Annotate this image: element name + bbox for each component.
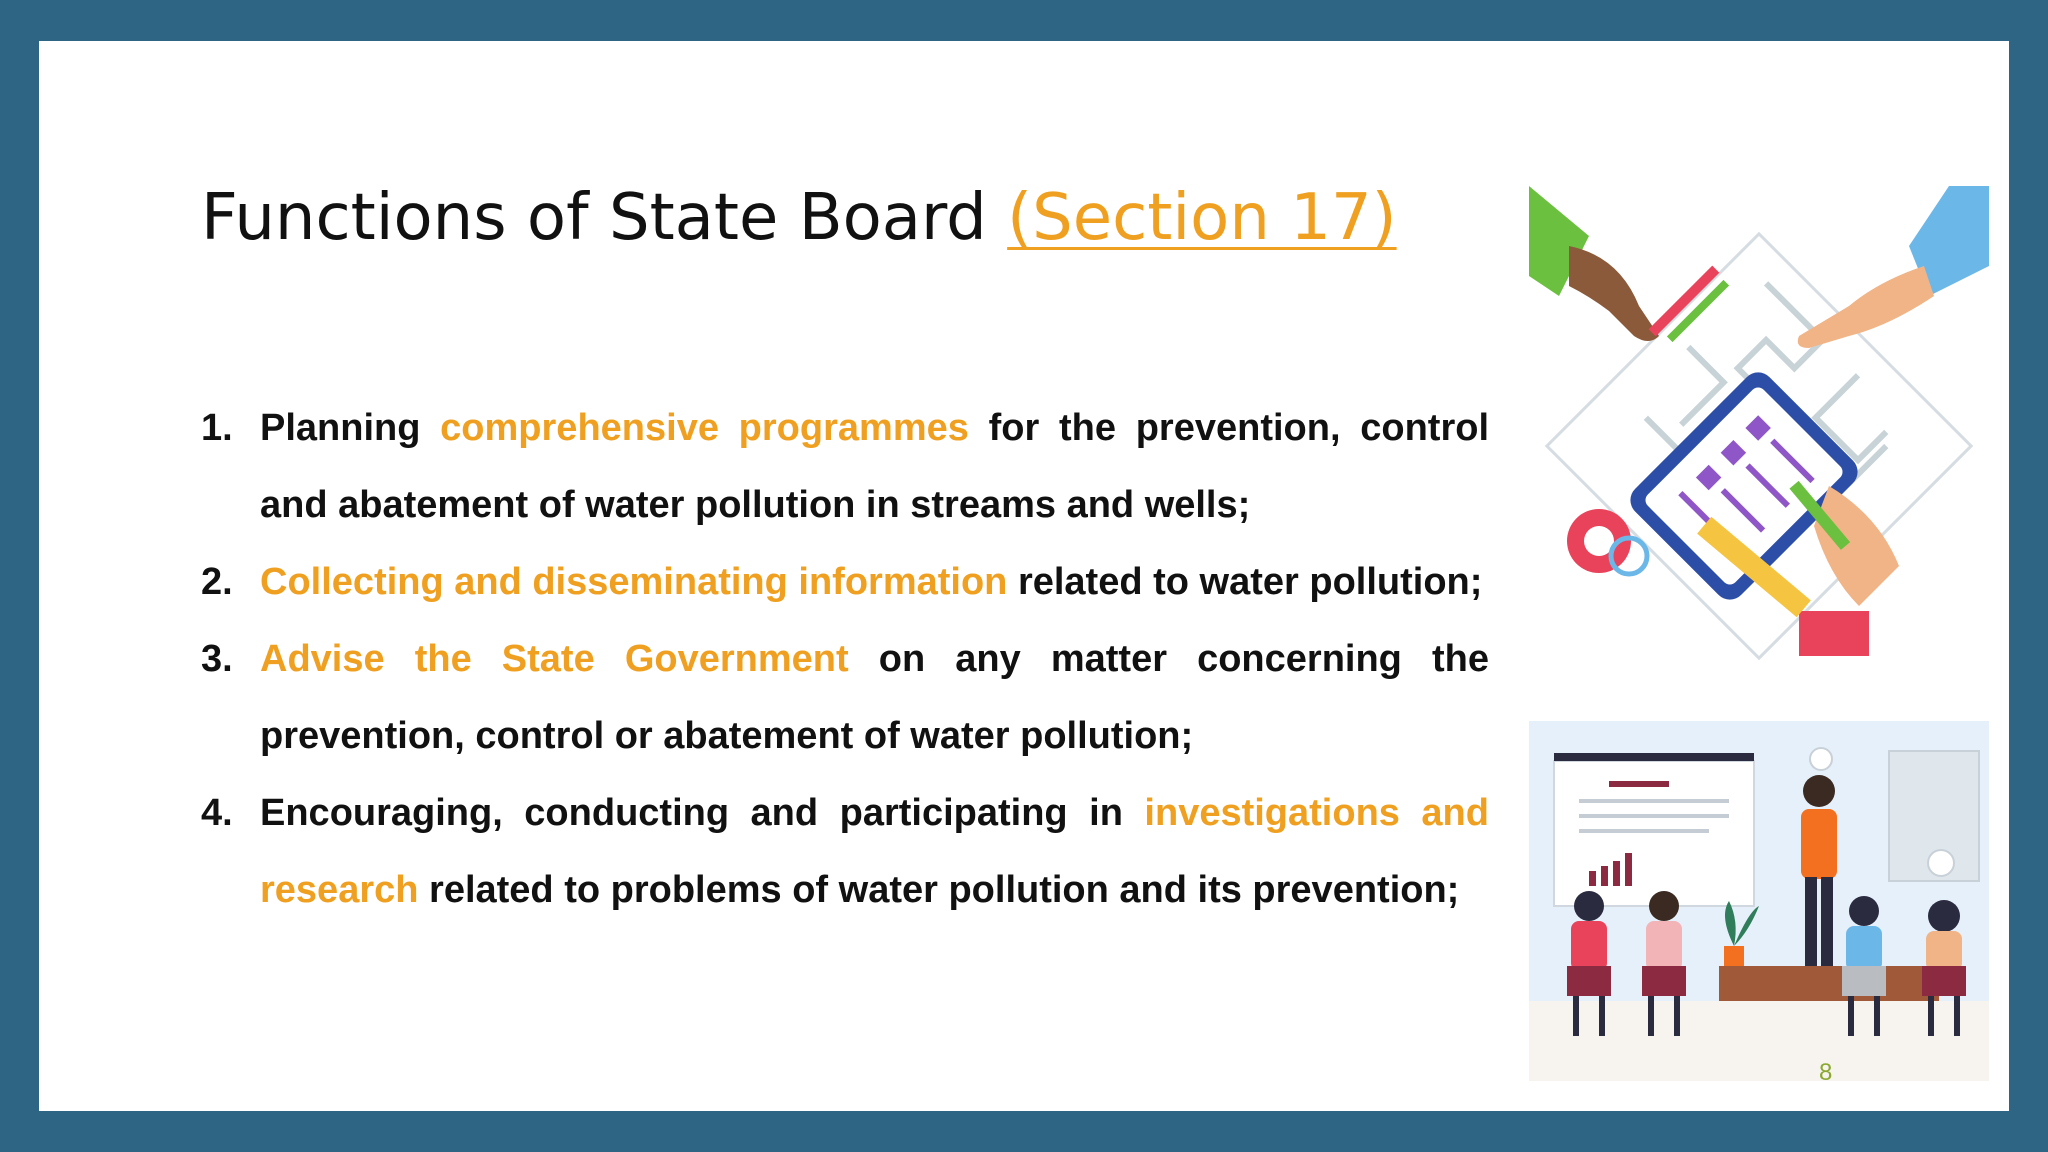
item-text: related to water pollution; [1007,561,1483,603]
slide-title [201,181,1397,255]
presentation-audience-illustration [1529,721,1989,1081]
section-17-link[interactable]: (Section 17) [1007,181,1397,255]
item-text: on any matter concerning the prevention, control or abatement of water pollution; [260,638,1489,757]
item-text: for the prevention, control and abatement of water pollution in streams and wells; [260,407,1490,526]
list-item-3 [201,621,1489,775]
list-item-2 [201,544,1489,621]
item-number: 4. [201,792,233,834]
planning-hands-illustration [1529,186,1989,666]
item-highlight: Advise the State Government [260,638,849,680]
page-number: 8 [1819,1059,1833,1086]
item-highlight: Collecting and disseminating information [260,561,1008,603]
item-number: 3. [201,638,233,680]
item-highlight: comprehensive programmes [440,407,969,449]
item-text: Planning [260,407,441,449]
functions-list [201,390,1489,929]
list-item-1 [201,390,1489,544]
item-number: 1. [201,407,233,449]
item-highlight: investigations and research [260,792,1489,911]
item-text: related to problems of water pollution and its prevention; [418,869,1460,911]
item-text: Encouraging, conducting and participating in [260,792,1145,834]
list-item-4 [201,775,1489,929]
slide [39,41,2009,1111]
item-number: 2. [201,561,233,603]
title-main-text: Functions of State Board [201,181,1008,255]
